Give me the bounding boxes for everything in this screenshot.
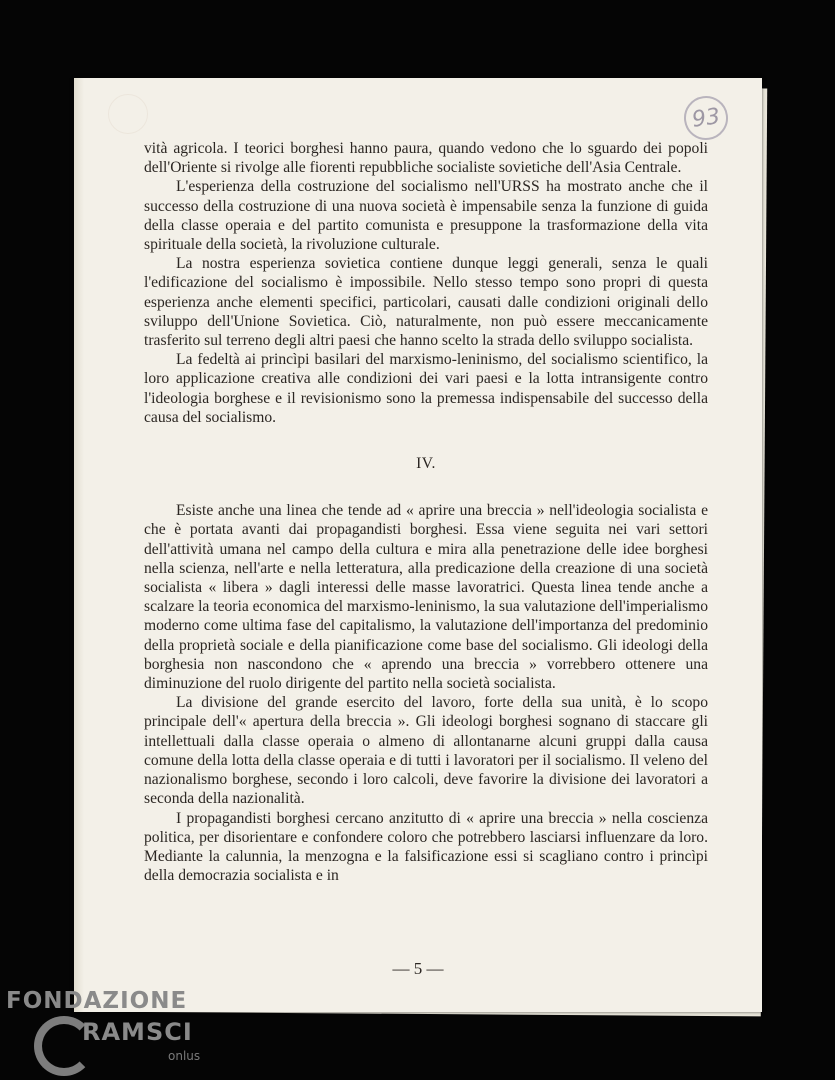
section-heading: IV.	[416, 455, 436, 473]
body-text	[144, 139, 708, 885]
watermark-logo	[0, 988, 240, 1080]
watermark-line2: RAMSCI	[82, 1018, 193, 1046]
watermark-line3: onlus	[168, 1049, 201, 1063]
page-edge-shadow	[74, 78, 84, 1012]
paragraph: I propagandisti borghesi cercano anzitutto di « aprire una breccia » nella coscienza politica, per disorientare e confondere coloro che potrebbero lasciarsi influenzare da loro. Mediante la calunnia, la menzogna e la falsificazione essi si scagliano contro i princìpi della democrazia socialista e in	[144, 809, 708, 885]
faded-stamp	[108, 94, 148, 134]
folio-annotation: 93	[681, 93, 731, 143]
page-number: — 5 —	[392, 959, 444, 978]
document-page	[74, 78, 762, 1012]
watermark-line1: FONDAZIONE	[6, 988, 188, 1014]
paragraph: L'esperienza della costruzione del socialismo nell'URSS ha mostrato anche che il successo della costruzione di una nuova società è impensabile senza la funzione di guida della classe operaia e del partito comunista e presuppone la trasformazione della vita spirituale della società, la rivoluzione culturale.	[144, 178, 708, 254]
paragraph: vità agricola. I teorici borghesi hanno paura, quando vedono che lo sguardo dei popoli dell'Oriente si rivolge alle fiorenti repubbliche socialiste sovietiche dell'Asia Centrale.	[144, 140, 708, 177]
paragraph: Esiste anche una linea che tende ad « aprire una breccia » nell'ideologia socialista e che è portata avanti dai propagandisti borghesi. Essa viene seguita nei vari settori dell'attività umana nel campo della cultura e mira alla penetrazione delle idee borghesi nella scienza, nell'arte e nella letteratura, alla predicazione della creazione di una società socialista « libera » dagli interessi delle masse lavoratrici. Questa linea tende anche a scalzare la teoria economica del marxismo-leninismo, la sua valutazione dell'imperialismo moderno come ultima fase del capitalismo, la valutazione dell'importanza del predominio della proprietà sociale e della pianificazione come base del socialismo. Gli ideologi della borghesia non nascondono che « aprendo una breccia » vorrebbero ottenere una diminuzione del ruolo dirigente del partito nella società socialista.	[144, 502, 708, 693]
paragraph: La divisione del grande esercito del lavoro, forte della sua unità, è lo scopo principale dell'« apertura della breccia ». Gli ideologi borghesi sognano di staccare gli intellettuali dalla classe operaia o almeno di allontanarne alcuni gruppi dalla causa comune della lotta della classe operaia e di tutti i lavoratori per il socialismo. Il veleno del nazionalismo borghese, secondo i loro calcoli, deve favorire la divisione dei lavoratori a seconda della nazionalità.	[144, 694, 708, 808]
paragraph: La nostra esperienza sovietica contiene dunque leggi generali, senza le quali l'edificazione del socialismo è impossibile. Nello stesso tempo sono propri di questa esperienza anche elementi specifici, particolari, causati dalle condizioni originali dello sviluppo dell'Unione Sovietica. Ciò, naturalmente, non può essere meccanicamente trasferito sul terreno degli altri paesi che hanno scelto la strada dello sviluppo socialista.	[144, 255, 708, 350]
paragraph: La fedeltà ai princìpi basilari del marxismo-leninismo, del socialismo scientifico, la loro applicazione creativa alle condizioni dei vari paesi e la lotta intransigente contro l'ideologia borghese e il revisionismo sono la premessa indispensabile del successo della causa del socialismo.	[144, 351, 708, 426]
